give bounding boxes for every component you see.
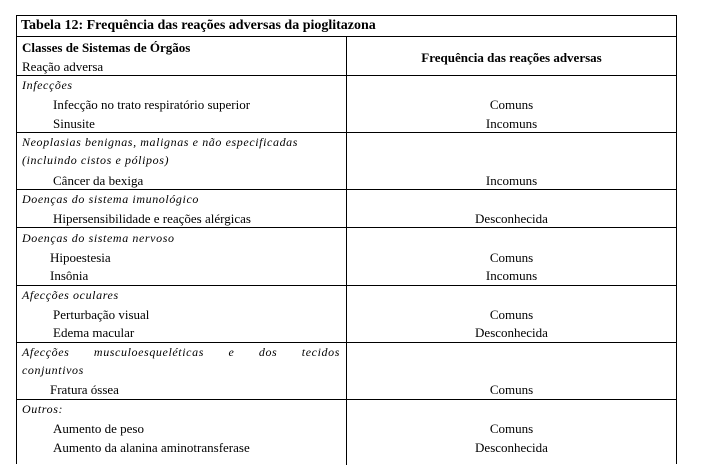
frequency-value: Desconhecida [475, 325, 548, 340]
row-divider [17, 189, 676, 190]
category-immune-system: Doenças do sistema imunológico [22, 192, 199, 206]
category-word: tecidos [301, 345, 340, 359]
table-title: Tabela 12: Frequência das reações adversas da pioglitazona [21, 18, 376, 33]
adverse-reactions-table [16, 15, 677, 464]
row-divider [17, 342, 676, 343]
reaction-label: Insônia [50, 268, 89, 283]
reaction-label: Sinusite [53, 116, 95, 131]
category-word: e [228, 345, 235, 359]
row-divider [17, 399, 676, 400]
category-word: dos [258, 345, 278, 359]
category-musculoskeletal [22, 344, 340, 361]
reaction-label: Edema macular [53, 325, 135, 340]
reaction-label: Fratura óssea [50, 382, 119, 397]
frequency-value: Comuns [489, 250, 534, 265]
frequency-value: Incomuns [485, 268, 538, 283]
frequency-value: Comuns [489, 421, 534, 436]
header-frequency: Frequência das reações adversas [421, 50, 602, 65]
category-word: musculoesqueléticas [93, 345, 204, 359]
category-neoplasms-cont: (incluindo cistos e pólipos) [22, 153, 170, 167]
row-divider [17, 285, 676, 286]
category-eye-disorders: Afecções oculares [22, 288, 119, 302]
row-divider [17, 75, 676, 76]
reaction-label: Aumento de peso [53, 421, 144, 436]
frequency-value: Comuns [489, 97, 534, 112]
category-musculoskeletal-cont: conjuntivos [22, 363, 84, 377]
category-infections: Infecções [22, 78, 73, 92]
frequency-value: Desconhecida [475, 211, 548, 226]
header-organ-classes: Classes de Sistemas de Órgãos [22, 40, 191, 55]
frequency-value: Incomuns [485, 173, 538, 188]
category-nervous-system: Doenças do sistema nervoso [22, 231, 175, 245]
reaction-label: Hipoestesia [50, 250, 111, 265]
reaction-label: Hipersensibilidade e reações alérgicas [53, 211, 251, 226]
frequency-value: Incomuns [485, 116, 538, 131]
reaction-label: Câncer da bexiga [53, 173, 144, 188]
row-divider [17, 227, 676, 228]
frequency-value: Desconhecida [475, 440, 548, 455]
reaction-label: Infecção no trato respiratório superior [53, 97, 251, 112]
reaction-label: Aumento da alanina aminotransferase [53, 440, 250, 455]
reaction-label: Perturbação visual [53, 307, 150, 322]
frequency-value: Comuns [489, 382, 534, 397]
table-title-row [17, 16, 676, 37]
category-other: Outros: [22, 402, 64, 416]
category-word: Afecções [22, 345, 70, 359]
header-adverse-reaction: Reação adversa [22, 59, 104, 74]
row-divider [17, 132, 676, 133]
category-neoplasms: Neoplasias benignas, malignas e não especificadas [22, 135, 299, 149]
frequency-value: Comuns [489, 307, 534, 322]
